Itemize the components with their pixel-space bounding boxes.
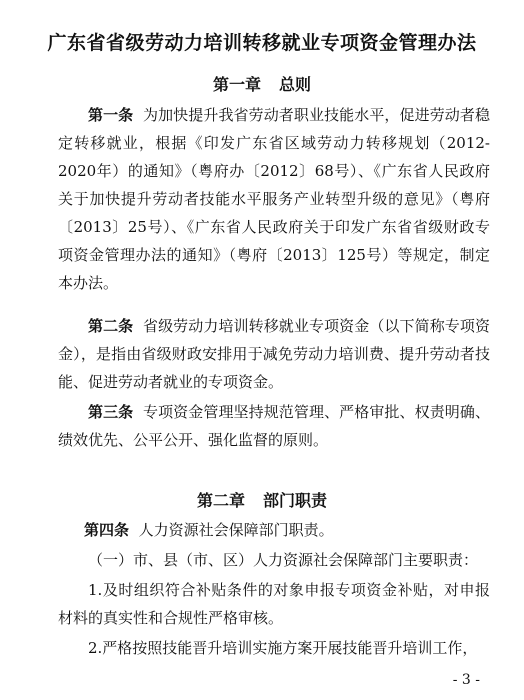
page-number: - 3 -	[452, 672, 480, 688]
article-4-text: 人力资源社会保障部门职责。	[138, 521, 334, 539]
chapter-1-label: 第一章	[212, 75, 261, 94]
article-1-head: 第一条	[88, 106, 134, 124]
item-1-2: 2.严格按照技能晋升培训实施方案开展技能晋升培训工作，	[88, 639, 478, 657]
item-1-1: 1.及时组织符合补贴条件的对象申报专项资金补贴，对申报材料的真实性和合规性严格审核。	[58, 581, 490, 627]
article-2	[58, 312, 490, 396]
item-1: （一）市、县（市、区）人力资源社会保障部门主要职责：	[88, 551, 479, 569]
chapter-2-name: 部门职责	[263, 491, 328, 510]
article-1-text: 为加快提升我省劳动者职业技能水平，促进劳动者稳定转移就业，根据《印发广东省区域劳动力转移规划（2012-2020年）的通知》（粤府办〔2012〕68号）、《广东省人民政府关于加快提升劳动者技能水平服务产业转型升级的意见》（粤府〔2013〕25号）、《广东省人民政府关于印发广东省省级财政专项资金管理办法的通知》（粤府〔2013〕125号）等规定，制定本办法。	[58, 106, 490, 292]
article-3-head: 第三条	[88, 403, 134, 421]
chapter-1-name: 总则	[279, 75, 312, 94]
article-4	[84, 516, 490, 544]
chapter-2-label: 第二章	[196, 491, 245, 510]
article-3	[58, 398, 490, 454]
article-2-text: 省级劳动力培训转移就业专项资金（以下简称专项资金），是指由省级财政安排用于减免劳动力培训费、提升劳动者技能、促进劳动者就业的专项资金。	[58, 317, 490, 391]
article-3-text: 专项资金管理坚持规范管理、严格审批、权责明确、绩效优先、公平公开、强化监督的原则。	[58, 403, 490, 449]
document-title: 广东省省级劳动力培训转移就业专项资金管理办法	[47, 32, 477, 54]
chapter-1-heading	[0, 72, 524, 95]
article-1	[58, 101, 490, 297]
article-2-head: 第二条	[88, 317, 134, 335]
article-4-head: 第四条	[84, 521, 130, 539]
chapter-2-heading	[0, 488, 524, 511]
